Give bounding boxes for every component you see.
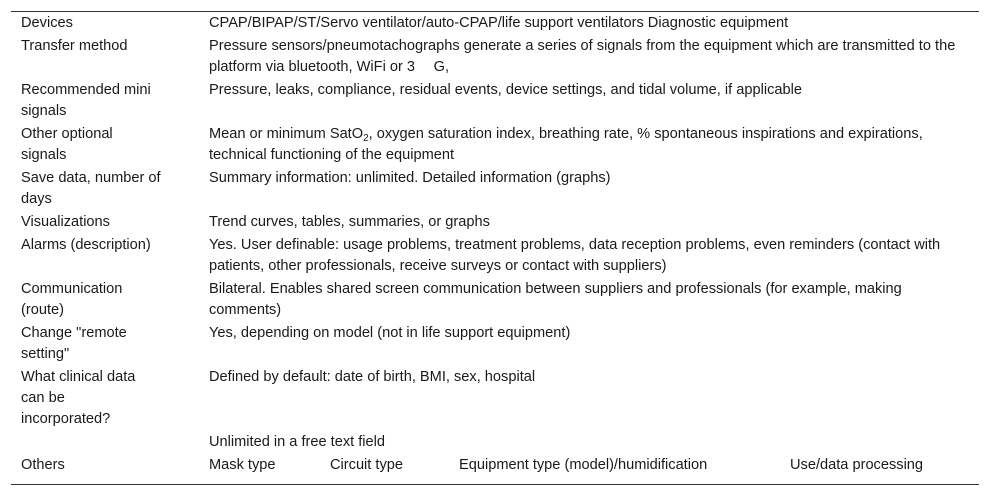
row-value: Yes. User definable: usage problems, treatment problems, data reception problems, even reminders (contact with patients, other professionals, receive surveys or contact with suppliers)	[209, 237, 941, 275]
row-value: Defined by default: date of birth, BMI, sex, hospital	[209, 369, 536, 385]
row-value: Unlimited in a free text field	[209, 434, 386, 450]
value-text: Mean or minimum SatO	[209, 126, 364, 142]
row-label: Communication (route)	[21, 281, 123, 318]
row-value: CPAP/BIPAP/ST/Servo ventilator/auto-CPAP/life support ventilators Diagnostic equipment	[209, 15, 789, 31]
row-value: Trend curves, tables, summaries, or graphs	[209, 214, 490, 230]
others-item: Mask type	[209, 457, 276, 473]
row-value: Summary information: unlimited. Detailed information (graphs)	[209, 170, 611, 186]
data-table	[11, 11, 979, 485]
row-value: Pressure, leaks, compliance, residual events, device settings, and tidal volume, if applicable	[209, 82, 802, 98]
row-label: Change "remote setting"	[21, 325, 127, 362]
row-label: Others	[21, 457, 65, 473]
row-label: Other optional signals	[21, 126, 113, 163]
value-subscript: 2	[363, 133, 369, 144]
others-item: Equipment type (model)/humidification	[459, 457, 708, 473]
value-text: , oxygen saturation index, breathing rate, % spontaneous inspirations and expirations, technical functioning of the equipment	[209, 126, 923, 164]
others-item: Use/data processing	[790, 457, 924, 473]
row-value: Yes, depending on model (not in life support equipment)	[209, 325, 571, 341]
row-label: Transfer method	[21, 38, 128, 54]
row-label: Visualizations	[21, 214, 110, 230]
row-label: Save data, number of days	[21, 170, 161, 207]
row-label: Alarms (description)	[21, 237, 151, 253]
row-label: Recommended mini signals	[21, 82, 151, 119]
row-value	[209, 124, 971, 166]
row-value: Bilateral. Enables shared screen communication between suppliers and professionals (for example, making comments)	[209, 281, 902, 319]
row-label: Devices	[21, 15, 73, 31]
row-label: What clinical data can be incorporated?	[21, 369, 136, 427]
row-value: Pressure sensors/pneumotachographs generate a series of signals from the equipment which are transmitted to the platform via bluetooth, WiFi or 3 G,	[209, 38, 956, 76]
others-item: Circuit type	[330, 457, 403, 473]
